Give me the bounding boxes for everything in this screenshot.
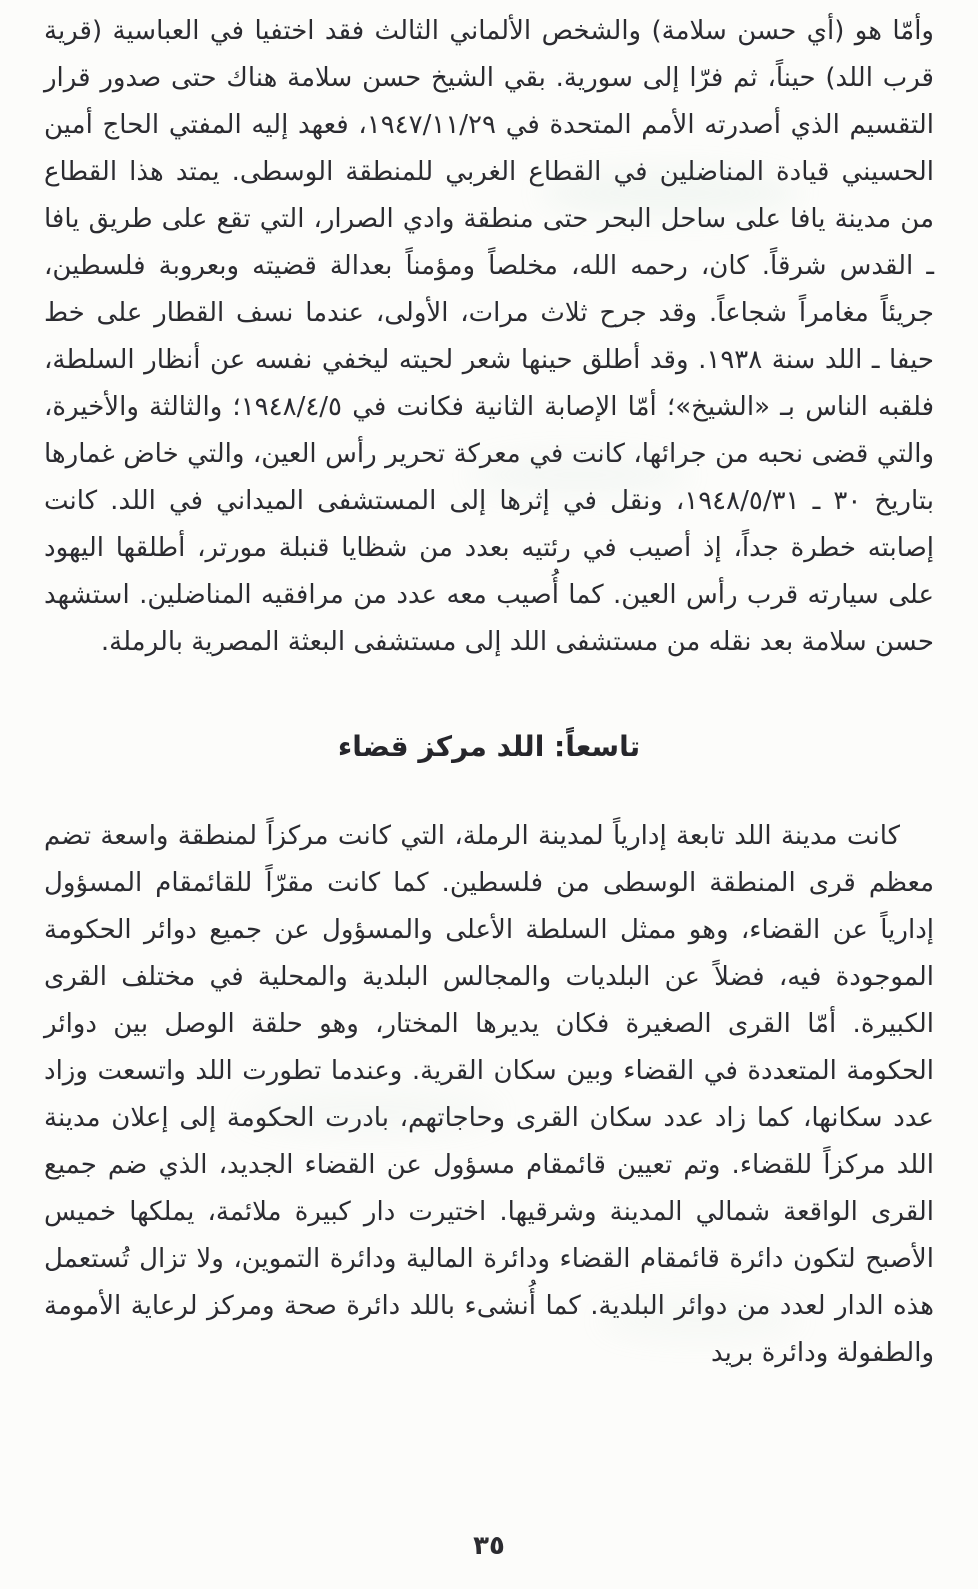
page-text-block xyxy=(44,8,934,1377)
paragraph-hassan-salama-biography: وأمّا هو (أي حسن سلامة) والشخص الألماني الثالث فقد اختفيا في العباسية (قرية قرب اللد) حيناً، ثم فرّا إلى سورية. بقي الشيخ حسن سلامة هناك حتى صدور قرار التقسيم الذي أصدرته الأمم المتحدة في ١٩٤٧/١١/٢٩، فعهد إليه المفتي الحاج أمين الحسيني قيادة المناضلين في القطاع الغربي للمنطقة الوسطى. يمتد هذا القطاع من مدينة يافا على ساحل البحر حتى منطقة وادي الصرار، التي تقع على طريق يافا ـ القدس شرقاً. كان، رحمه الله، مخلصاً ومؤمناً بعدالة قضيته وبعروبة فلسطين، جريئاً مغامراً شجاعاً. وقد جرح ثلاث مرات، الأولى، عندما نسف القطار على خط حيفا ـ اللد سنة ١٩٣٨. وقد أطلق حينها شعر لحيته ليخفي نفسه عن أنظار السلطة، فلقبه الناس بـ «الشيخ»؛ أمّا الإصابة الثانية فكانت في ١٩٤٨/٤/٥؛ والثالثة والأخيرة، والتي قضى نحبه من جرائها، كانت في معركة تحرير رأس العين، والتي خاض غمارها بتاريخ ٣٠ ـ ١٩٤٨/٥/٣١، ونقل في إثرها إلى المستشفى الميداني في اللد. كانت إصابته خطرة جداً، إذ أصيب في رئتيه بعدد من شظايا قنبلة مورتر، أطلقها اليهود على سيارته قرب رأس العين. كما أُصيب معه عدد من مرافقيه المناضلين. استشهد حسن سلامة بعد نقله من مستشفى اللد إلى مستشفى البعثة المصرية بالرملة. xyxy=(44,16,935,657)
page-number: ٣٥ xyxy=(473,1531,505,1561)
paragraph-lydda-district-administration: كانت مدينة اللد تابعة إدارياً لمدينة الرملة، التي كانت مركزاً لمنطقة واسعة تضم معظم قرى المنطقة الوسطى من فلسطين. كما كانت مقرّاً للقائمقام المسؤول إدارياً عن القضاء، وهو ممثل السلطة الأعلى والمسؤول عن جميع دوائر الحكومة الموجودة فيه، فضلاً عن البلديات والمجالس البلدية والمحلية في مختلف القرى الكبيرة. أمّا القرى الصغيرة فكان يديرها المختار، وهو حلقة الوصل بين دوائر الحكومة المتعددة في القضاء وبين سكان القرية. وعندما تطورت اللد واتسعت وزاد عدد سكانها، كما زاد عدد سكان القرى وحاجاتهم، بادرت الحكومة إلى إعلان مدينة اللد مركزاً للقضاء. وتم تعيين قائمقام مسؤول عن القضاء الجديد، الذي ضم جميع القرى الواقعة شمالي المدينة وشرقيها. اختيرت دار كبيرة ملائمة، يملكها خميس الأصبح لتكون دائرة قائمقام القضاء ودائرة المالية ودائرة التموين، ولا تزال تُستعمل هذه الدار لعدد من دوائر البلدية. كما أُنشىء باللد دائرة صحة ومركز لرعاية الأمومة والطفولة ودائرة بريد xyxy=(44,821,934,1368)
section-heading-lydda-district-center: تاسعاً: اللد مركز قضاء xyxy=(337,730,641,763)
